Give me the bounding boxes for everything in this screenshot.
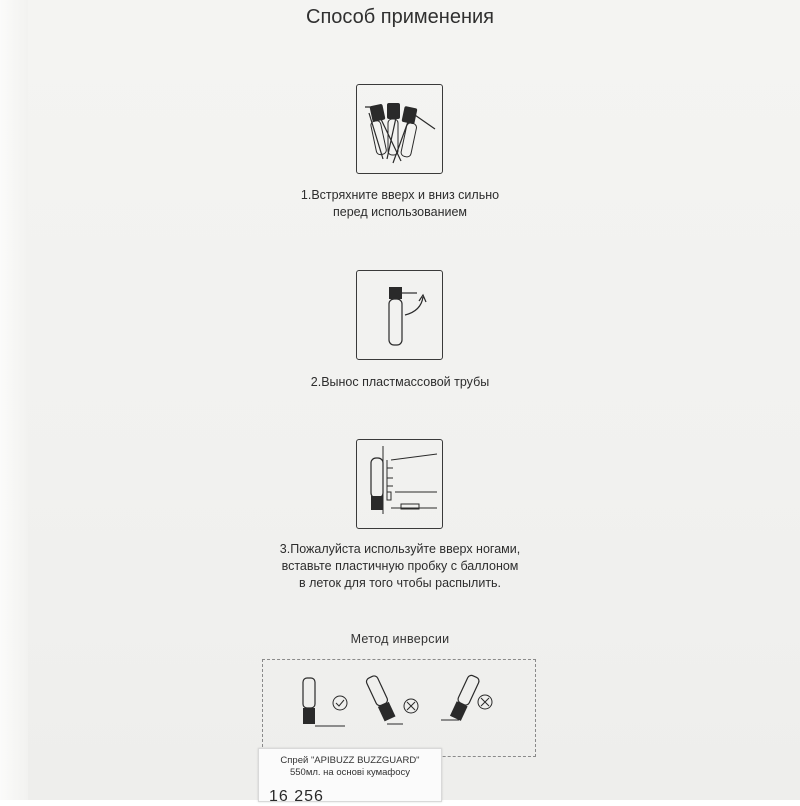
price-tag [258,748,442,805]
remove-tube-icon [356,270,443,360]
upright-canister-check-icon [303,678,347,726]
step-1-text [0,187,800,221]
tilted-canister-cross-icon [365,675,395,722]
step-1-line-2: перед использованием [332,205,468,219]
insert-into-hive-icon [356,439,443,529]
price-tag-product-desc: 550мл. на основі кумафосу [289,767,411,778]
price-tag-value: 16 256 [269,788,324,805]
inversion-method-box [262,659,536,757]
step-3-text [0,541,800,592]
step-3-line-2: вставьте пластичную пробку с баллоном [281,559,519,573]
inversion-method-title: Метод инверсии [350,632,450,646]
step-3-line-1: 3.Пожалуйста используйте вверх ногами, [279,542,521,556]
step-1-line-1: 1.Встряхните вверх и вниз сильно [300,188,500,202]
page-title: Способ применения [306,6,494,28]
box-edge [0,0,28,800]
step-3-line-3: в леток для того чтобы распылить. [298,576,502,590]
tilted-canister-cross-icon [450,674,480,721]
step-2-text [0,374,800,391]
price-tag-product-name: Спрей "APIBUZZ BUZZGUARD" [280,755,420,766]
step-2-line-1: 2.Вынос пластмассовой трубы [310,375,490,389]
inversion-diagram [263,660,535,756]
shake-canister-icon [356,84,443,174]
